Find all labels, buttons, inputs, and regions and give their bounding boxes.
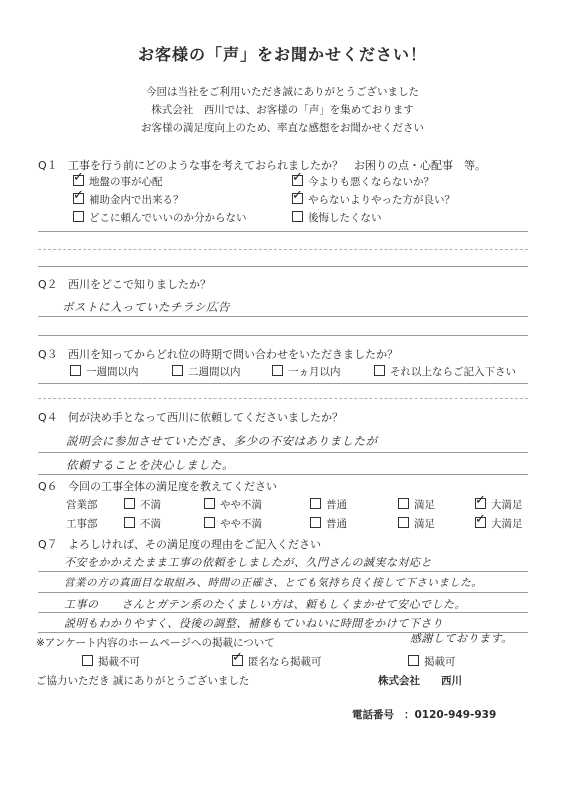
phone-label: 電話番号 <box>352 709 394 721</box>
q1-option-2[interactable] <box>292 174 434 189</box>
answer-line <box>38 452 528 453</box>
checkbox-unchecked[interactable] <box>398 498 409 509</box>
q3-option-label: 二週間以内 <box>188 366 241 378</box>
consent-label: 掲載不可 <box>98 656 140 668</box>
q7-answer-line-3: 工事の さんとガテン系のたくましい方は、頼もしくまかせて安心でした。 <box>64 598 466 611</box>
q3-option-1[interactable] <box>70 364 139 379</box>
q1-option-4[interactable] <box>292 192 455 207</box>
q3-option-label: それ以上ならご記入下さい <box>390 366 516 378</box>
checkbox-unchecked[interactable] <box>82 655 93 666</box>
checkbox-checked[interactable] <box>475 517 486 528</box>
q7-question: よろしければ、その満足度の理由をご記入ください <box>68 538 321 551</box>
q2-answer: ポストに入っていたチラシ広告 <box>62 300 230 314</box>
q6-sales-level-5[interactable] <box>475 497 523 512</box>
q1-option-label: 今よりも悪くならないか？ <box>308 176 434 188</box>
q6-sales-level-1[interactable] <box>124 497 161 512</box>
consent-label: 匿名なら掲載可 <box>248 656 322 668</box>
answer-line <box>38 398 528 399</box>
q6-sales-level-2[interactable] <box>204 497 262 512</box>
answer-line <box>38 231 528 232</box>
q7-number: Q７ <box>38 538 58 551</box>
consent-label: 掲載可 <box>424 656 456 668</box>
level-label: 満足 <box>414 499 435 511</box>
q1-option-label: やらないよりやった方が良い？ <box>308 194 455 206</box>
answer-line <box>38 592 528 593</box>
checkbox-unchecked[interactable] <box>310 498 321 509</box>
q2-question: 西川をどこで知りましたか？ <box>68 278 211 291</box>
q1-number: Q１ <box>38 159 58 172</box>
level-label: 満足 <box>414 518 435 530</box>
q7-answer-line-1: 不安をかかえたまま工事の依頼をしましたが、久門さんの誠実な対応と <box>64 556 432 569</box>
q6-number: Q６ <box>38 480 58 493</box>
checkbox-checked[interactable] <box>73 175 84 186</box>
q6-construction-level-5[interactable] <box>475 516 523 531</box>
checkbox-unchecked[interactable] <box>124 517 135 528</box>
thanks-text: ご協力いただき 誠にありがとうございました <box>36 675 250 687</box>
q3-option-4[interactable] <box>374 364 516 379</box>
level-label: やや不満 <box>220 499 262 511</box>
q3-number: Q３ <box>38 348 58 361</box>
checkbox-unchecked[interactable] <box>73 211 84 222</box>
q7-answer-line-2: 営業の方の真面目な取組み、時間の正確さ、とても気持ち良く接して下さいました。 <box>64 577 483 589</box>
level-label: 不満 <box>140 499 161 511</box>
checkbox-unchecked[interactable] <box>172 365 183 376</box>
level-label: 大満足 <box>491 518 523 530</box>
answer-line <box>38 249 528 250</box>
q4-answer-line-2: 依頼することを決心しました。 <box>66 458 234 472</box>
q6-construction-level-3[interactable] <box>310 516 347 531</box>
consent-option-yes[interactable] <box>408 654 456 669</box>
q6-row-label: 工事部 <box>66 518 98 530</box>
answer-line <box>38 612 528 613</box>
checkbox-checked[interactable] <box>475 498 486 509</box>
q3-question: 西川を知ってからどれ位の時期で問い合わせをいただきましたか？ <box>68 348 398 361</box>
answer-line <box>38 266 528 267</box>
checkbox-checked[interactable] <box>292 193 303 204</box>
level-label: 大満足 <box>491 499 523 511</box>
q6-sales-level-3[interactable] <box>310 497 347 512</box>
q1-option-3[interactable] <box>73 192 184 207</box>
q1-option-5[interactable] <box>73 210 247 225</box>
q6-row-label: 営業部 <box>66 499 98 511</box>
q1-option-6[interactable] <box>292 210 382 225</box>
q4-question: 何が決め手となって西川に依頼してくださいましたか？ <box>68 411 343 424</box>
answer-line <box>38 316 528 317</box>
q4-answer-line-1: 説明会に参加させていただき、多少の不安はありましたが <box>66 434 378 448</box>
q1-question: 工事を行う前にどのような事を考えておられましたか？ お困りの点・心配事 等。 <box>68 159 486 172</box>
q6-sales-level-4[interactable] <box>398 497 435 512</box>
level-label: やや不満 <box>220 518 262 530</box>
intro-line-3: お客様の満足度向上のため、率直な感想をお聞かせください <box>140 122 425 134</box>
q6-construction-level-4[interactable] <box>398 516 435 531</box>
consent-option-anonymous[interactable] <box>232 654 322 669</box>
checkbox-unchecked[interactable] <box>374 365 385 376</box>
q3-option-label: 一週間以内 <box>86 366 139 378</box>
answer-line <box>38 571 528 572</box>
checkbox-unchecked[interactable] <box>124 498 135 509</box>
level-label: 不満 <box>140 518 161 530</box>
q3-option-3[interactable] <box>272 364 341 379</box>
checkbox-checked[interactable] <box>232 655 243 666</box>
company-name: 株式会社 西川 <box>378 675 462 687</box>
q6-construction-level-2[interactable] <box>204 516 262 531</box>
checkbox-unchecked[interactable] <box>310 517 321 528</box>
checkbox-unchecked[interactable] <box>398 517 409 528</box>
checkbox-unchecked[interactable] <box>204 517 215 528</box>
phone-number: ：0120-949-939 <box>404 709 497 721</box>
checkbox-checked[interactable] <box>73 193 84 204</box>
answer-line <box>38 383 528 384</box>
q2-number: Q２ <box>38 278 58 291</box>
q1-option-1[interactable] <box>73 174 163 189</box>
page-title: お客様の「声」をお聞かせください！ <box>137 45 427 64</box>
intro-line-2: 株式会社 西川では、お客様の「声」を集めております <box>151 104 414 116</box>
level-label: 普通 <box>326 518 347 530</box>
checkbox-unchecked[interactable] <box>70 365 81 376</box>
answer-line <box>38 474 528 475</box>
answer-line <box>38 335 528 336</box>
q1-option-label: 補助金内で出来る？ <box>89 194 184 206</box>
q1-option-label: 地盤の事が心配 <box>89 176 163 188</box>
q1-option-label: 後悔したくない <box>308 212 382 224</box>
q6-construction-level-1[interactable] <box>124 516 161 531</box>
q7-answer-line-5: 感謝しております。 <box>410 632 513 645</box>
checkbox-checked[interactable] <box>292 175 303 186</box>
checkbox-unchecked[interactable] <box>204 498 215 509</box>
checkbox-unchecked[interactable] <box>408 655 419 666</box>
intro-line-1: 今回は当社をご利用いただき誠にありがとうございました <box>146 86 419 98</box>
q4-number: Q４ <box>38 411 58 424</box>
checkbox-unchecked[interactable] <box>272 365 283 376</box>
homepage-consent-question: ※アンケート内容のホームページへの掲載について <box>36 637 275 649</box>
q3-option-2[interactable] <box>172 364 241 379</box>
consent-option-no[interactable] <box>82 654 140 669</box>
q6-question: 今回の工事全体の満足度を教えてください <box>68 480 277 493</box>
q3-option-label: 一ヵ月以内 <box>288 366 341 378</box>
answer-line <box>38 632 528 633</box>
q7-answer-line-4: 説明もわかりやすく、役後の調整、補修もていねいに時間をかけて下さり <box>64 617 444 630</box>
level-label: 普通 <box>326 499 347 511</box>
q1-option-label: どこに頼んでいいのか分からない <box>89 212 247 224</box>
checkbox-unchecked[interactable] <box>292 211 303 222</box>
